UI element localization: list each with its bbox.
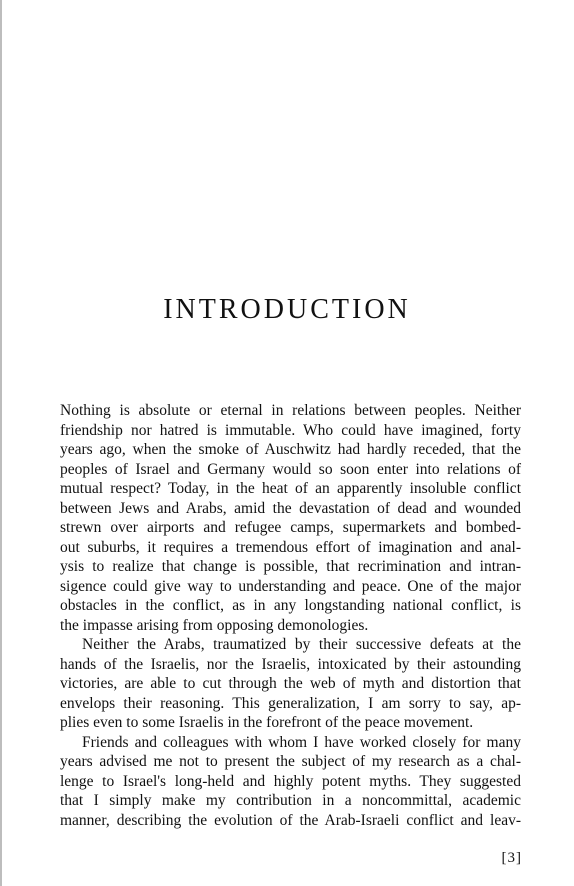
text-line: strewn over airports and refugee camps, supermarkets and bombed- xyxy=(60,519,521,536)
text-line: mutual respect? Today, in the heat of an apparently insoluble conflict xyxy=(60,480,521,497)
text-line: ysis to realize that change is possible, that recrimination and intran- xyxy=(60,558,521,575)
text-line: sigence could give way to understanding and peace. One of the major xyxy=(60,577,521,595)
text-line: Friends and colleagues with whom I have worked closely for many xyxy=(82,733,521,751)
text-line: peoples of Israel and Germany would so soon enter into relations of xyxy=(60,460,521,478)
text-line: Neither the Arabs, traumatized by their successive defeats at the xyxy=(82,636,521,653)
text-line: Nothing is absolute or eternal in relations between peoples. Neither xyxy=(60,402,521,419)
text-line: envelops their reasoning. This generalization, I am sorry to say, ap- xyxy=(60,694,521,712)
page-edge-rule xyxy=(0,0,2,886)
text-line: that I simply make my contribution in a noncommittal, academic xyxy=(60,792,521,809)
paragraph-1 xyxy=(60,401,521,635)
text-line: between Jews and Arabs, amid the devastation of dead and wounded xyxy=(60,499,521,517)
body-text xyxy=(60,401,521,830)
text-line: plies even to some Israelis in the forefront of the peace movement. xyxy=(60,714,474,731)
chapter-title: INTRODUCTION xyxy=(163,294,411,325)
text-line: the impasse arising from opposing demonologies. xyxy=(60,616,369,634)
page-number: [3] xyxy=(501,850,522,866)
text-line: manner, describing the evolution of the Arab-Israeli conflict and leav- xyxy=(60,811,521,829)
paragraph-3 xyxy=(60,733,521,831)
text-line: lenge to Israel's long-held and highly potent myths. They suggested xyxy=(60,772,521,790)
text-line: years advised me not to present the subject of my research as a chal- xyxy=(60,753,521,770)
text-line: friendship nor hatred is immutable. Who could have imagined, forty xyxy=(60,421,521,439)
text-line: obstacles in the conflict, as in any longstanding national conflict, is xyxy=(60,597,521,614)
text-line: years ago, when the smoke of Auschwitz had hardly receded, that the xyxy=(60,441,521,458)
text-line: victories, are able to cut through the web of myth and distortion that xyxy=(60,675,521,692)
paragraph-2 xyxy=(60,635,521,733)
text-line: hands of the Israelis, nor the Israelis, intoxicated by their astounding xyxy=(60,655,521,673)
text-line: out suburbs, it requires a tremendous effort of imagination and anal- xyxy=(60,538,521,556)
